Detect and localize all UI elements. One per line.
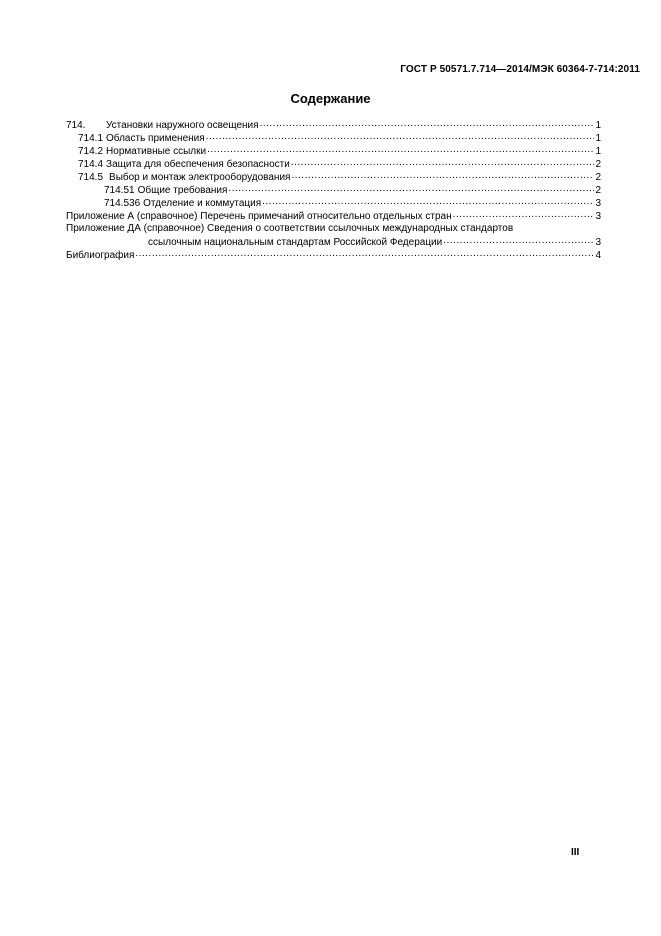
page-number: III (571, 847, 580, 858)
toc-entry-appendix-da[interactable] (66, 222, 601, 248)
toc-entry-714-4[interactable] (66, 157, 601, 170)
toc-entry-page: 2 (595, 159, 601, 170)
toc-leader-dots (262, 196, 594, 206)
toc-entry-page: 1 (595, 120, 601, 131)
toc-leader-dots (228, 183, 594, 193)
toc-entry-page: 4 (595, 250, 601, 261)
toc-entry-text: Установки наружного освещения (106, 120, 259, 131)
toc-entry-714[interactable] (66, 118, 601, 131)
toc-leader-dots (443, 235, 594, 245)
toc-entry-page: 2 (595, 185, 601, 196)
toc-leader-dots (291, 170, 594, 180)
toc-entry-714-536[interactable] (66, 196, 601, 209)
toc-entry-text: Выбор и монтаж электрооборудования (109, 172, 291, 183)
toc-entry-number: 714.1 (78, 133, 104, 144)
toc-entry-714-2[interactable] (66, 144, 601, 157)
document-header: ГОСТ Р 50571.7.714—2014/МЭК 60364-7-714:2011 (400, 64, 640, 75)
toc-entry-page: 3 (595, 211, 601, 222)
toc-leader-dots (260, 118, 595, 128)
toc-entry-page: 3 (595, 237, 601, 248)
toc-entry-text: Область применения (106, 133, 205, 144)
toc-entry-number: 714.2 (78, 146, 104, 157)
toc-entry-text: Библиография (66, 250, 135, 261)
toc-entry-714-51[interactable] (66, 183, 601, 196)
toc-entry-number: 714.4 (78, 159, 104, 170)
toc-entry-page: 3 (595, 198, 601, 209)
toc-leader-dots (206, 131, 595, 141)
toc-leader-dots (453, 209, 595, 219)
toc-entry-continuation (66, 235, 601, 248)
toc-entry-714-1[interactable] (66, 131, 601, 144)
toc-leader-dots (135, 248, 594, 258)
toc-entry-text: Нормативные ссылки (106, 146, 207, 157)
toc-entry-page: 1 (595, 146, 601, 157)
toc-entry-number: 714.5 (78, 172, 104, 183)
toc-entry-text: Приложение ДА (справочное) Сведения о соответствии ссылочных международных стандартов (66, 223, 514, 234)
toc-entry-text: Приложение А (справочное) Перечень примечаний относительно отдельных стран (66, 211, 452, 222)
toc-entry-bibliography[interactable] (66, 248, 601, 261)
toc-entry-page: 2 (595, 172, 601, 183)
toc-entry-number: 714. (66, 120, 86, 131)
toc-leader-dots (207, 144, 594, 154)
toc-entry-text: Общие требования (137, 185, 228, 196)
table-of-contents (66, 118, 601, 261)
toc-entry-text: Защита для обеспечения безопасности (106, 159, 290, 170)
toc-entry-number: 714.51 (104, 185, 135, 196)
toc-entry-text-continuation: ссылочным национальным стандартам Российской Федерации (148, 237, 443, 248)
toc-entry-text: Отделение и коммутация (143, 198, 262, 209)
toc-entry-number: 714.536 (104, 198, 141, 209)
toc-entry-714-5[interactable] (66, 170, 601, 183)
toc-entry-appendix-a[interactable] (66, 209, 601, 222)
toc-entry-page: 1 (595, 133, 601, 144)
toc-title: Содержание (290, 91, 371, 106)
toc-leader-dots (291, 157, 595, 167)
